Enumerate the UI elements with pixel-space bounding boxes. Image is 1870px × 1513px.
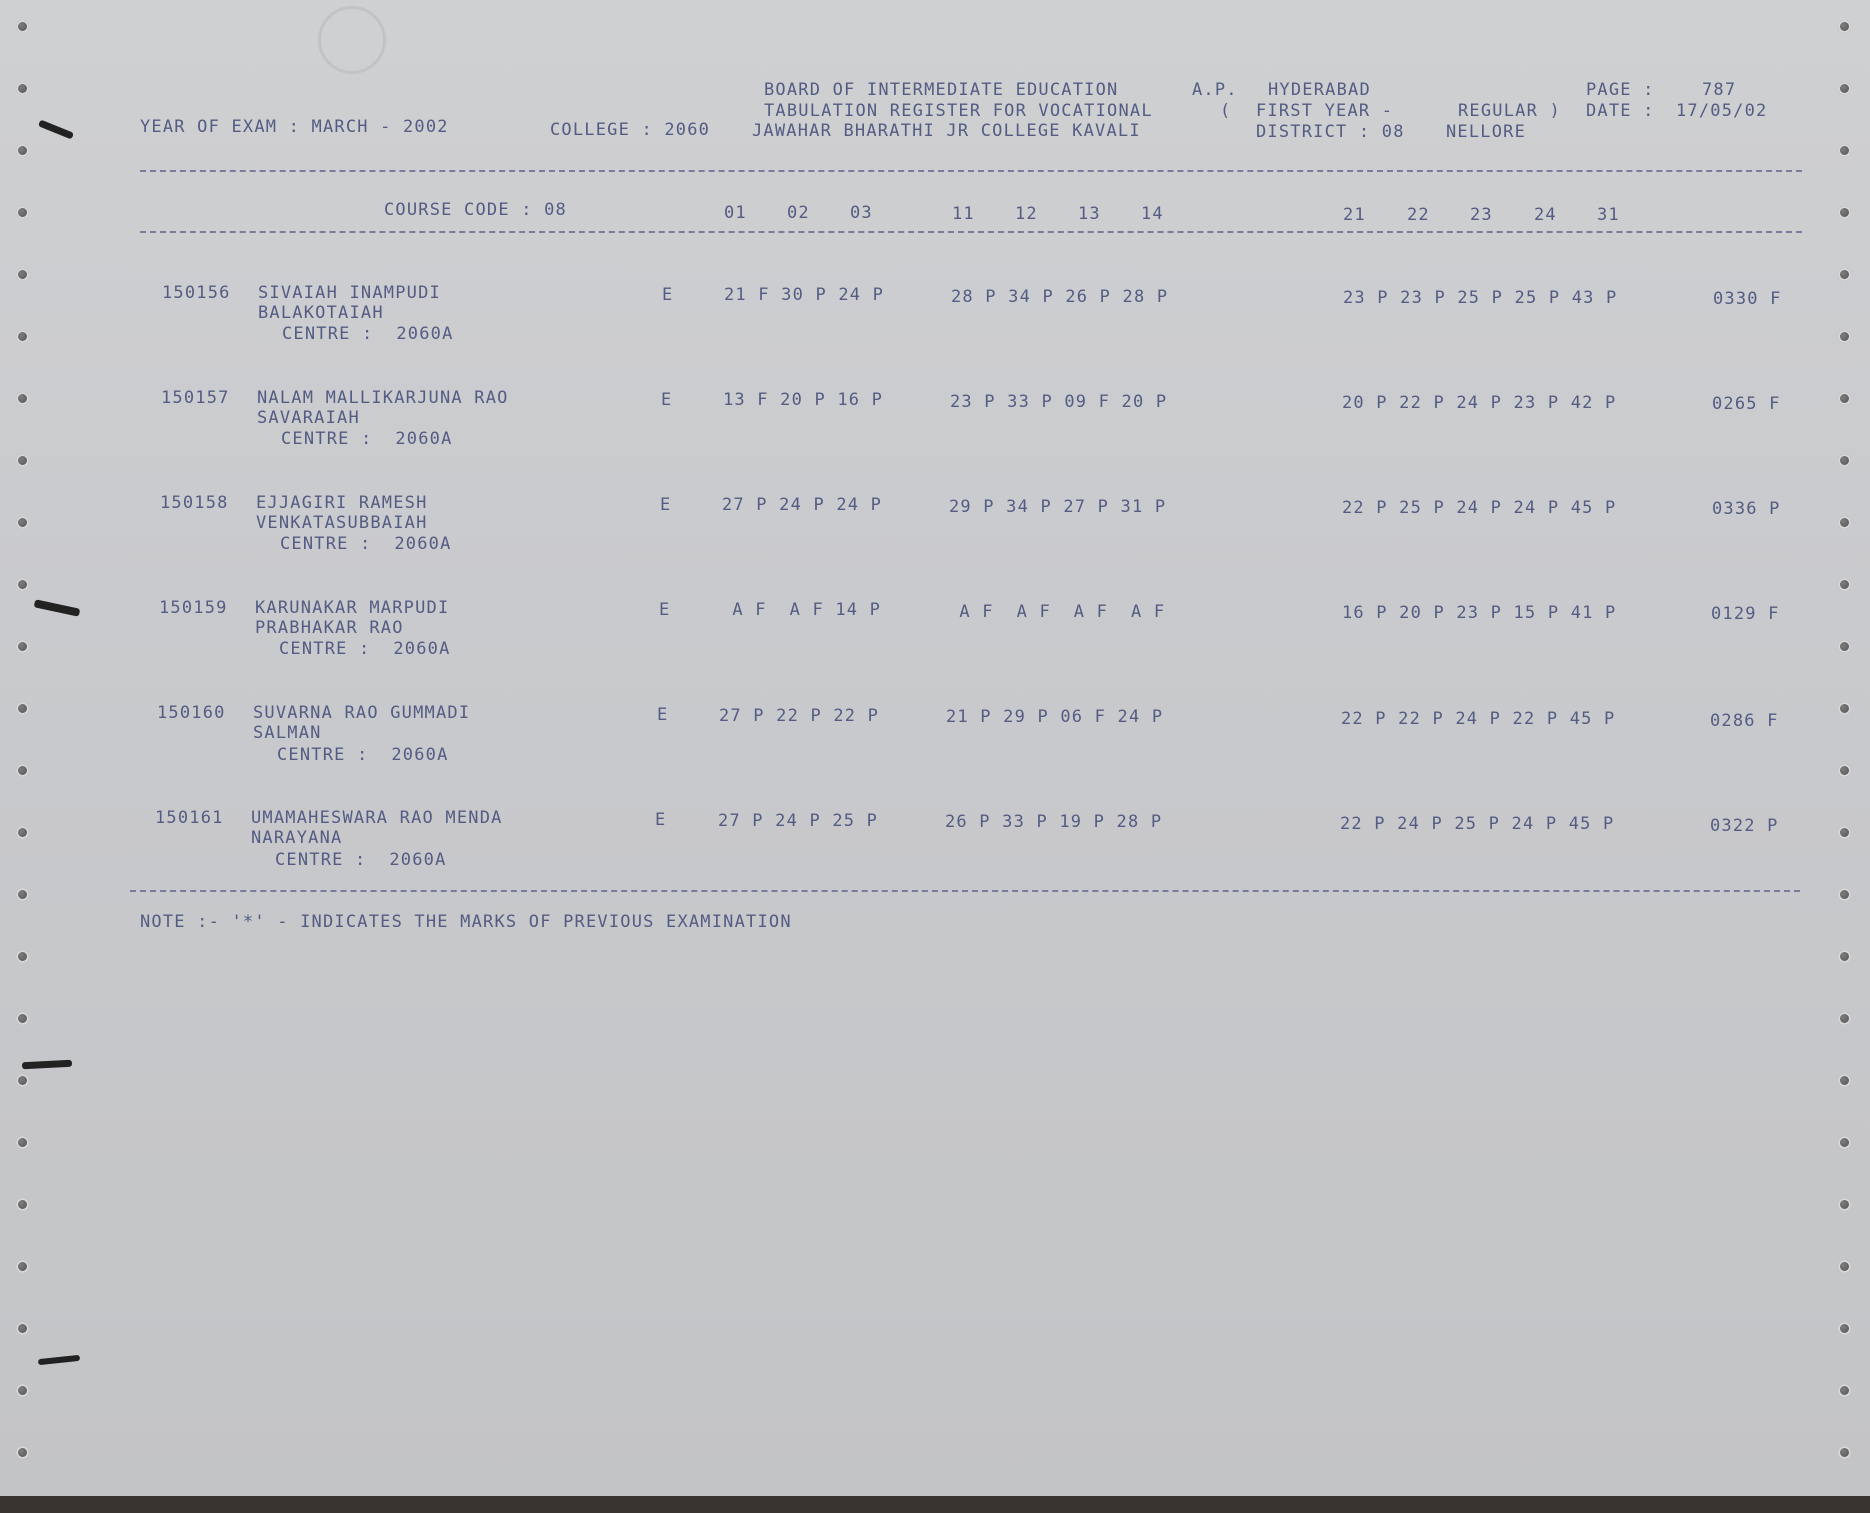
centre-code: CENTRE : 2060A [275, 850, 447, 870]
student-name: SIVAIAH INAMPUDI [258, 283, 441, 303]
paren-open: ( [1220, 101, 1232, 121]
year-of-exam: YEAR OF EXAM : MARCH - 2002 [140, 117, 449, 137]
total-result: 0330 F [1713, 289, 1782, 309]
tractor-hole [16, 268, 29, 281]
tractor-hole [16, 1384, 29, 1397]
hall-ticket-number: 150160 [157, 703, 226, 723]
col-14: 14 [1141, 204, 1164, 224]
col-01: 01 [724, 203, 747, 223]
col-21: 21 [1343, 205, 1366, 225]
col-31: 31 [1597, 205, 1620, 225]
total-result: 0336 P [1712, 499, 1781, 519]
marks-group-b: A F A F A F A F [948, 602, 1166, 622]
father-name: NARAYANA [251, 828, 343, 848]
student-name: NALAM MALLIKARJUNA RAO [257, 388, 509, 408]
tractor-hole [1838, 950, 1851, 963]
student-name: KARUNAKAR MARPUDI [255, 598, 450, 618]
marks-group-b: 26 P 33 P 19 P 28 P [945, 812, 1163, 832]
board-name: BOARD OF INTERMEDIATE EDUCATION [764, 80, 1119, 100]
city-name: HYDERABAD [1268, 80, 1371, 100]
student-name: UMAMAHESWARA RAO MENDA [251, 808, 503, 828]
tractor-hole [1838, 1384, 1851, 1397]
table-row [0, 703, 1870, 813]
hall-ticket-number: 150156 [162, 283, 231, 303]
marks-group-b: 23 P 33 P 09 F 20 P [950, 392, 1168, 412]
centre-code: CENTRE : 2060A [280, 534, 452, 554]
table-row [0, 283, 1870, 393]
centre-code: CENTRE : 2060A [277, 745, 449, 765]
marks-group-a: 27 P 22 P 22 P [719, 706, 880, 726]
marks-group-a: 21 F 30 P 24 P [724, 285, 885, 305]
col-11: 11 [952, 204, 975, 224]
footer-note: NOTE :- '*' - INDICATES THE MARKS OF PREVIOUS EXAMINATION [140, 912, 792, 932]
total-result: 0265 F [1712, 394, 1781, 414]
tractor-hole [1838, 1012, 1851, 1025]
col-13: 13 [1078, 204, 1101, 224]
header-divider [140, 170, 1802, 172]
marks-group-b: 21 P 29 P 06 F 24 P [946, 707, 1164, 727]
hall-ticket-number: 150159 [159, 598, 228, 618]
tractor-hole [1838, 1322, 1851, 1335]
bleed-through-seal [318, 6, 386, 74]
tractor-hole [1838, 20, 1851, 33]
binder-mark [38, 1355, 80, 1365]
tractor-hole [16, 1260, 29, 1273]
tractor-hole [1838, 1260, 1851, 1273]
total-result: 0129 F [1711, 604, 1780, 624]
marks-group-c: 20 P 22 P 24 P 23 P 42 P [1342, 393, 1617, 413]
tractor-hole [1838, 1446, 1851, 1459]
tractor-hole [16, 1322, 29, 1335]
marks-group-c: 16 P 20 P 23 P 15 P 41 P [1342, 603, 1617, 623]
tractor-hole [1838, 206, 1851, 219]
father-name: PRABHAKAR RAO [255, 618, 404, 638]
print-date: 17/05/02 [1676, 101, 1768, 121]
marks-group-a: A F A F 14 P [721, 600, 882, 620]
hall-ticket-number: 150161 [155, 808, 224, 828]
centre-code: CENTRE : 2060A [281, 429, 453, 449]
page-number: 787 [1702, 80, 1737, 100]
centre-code: CENTRE : 2060A [282, 324, 454, 344]
table-row [0, 388, 1870, 498]
centre-code: CENTRE : 2060A [279, 639, 451, 659]
district-code: DISTRICT : 08 [1256, 122, 1405, 142]
medium-code: E [657, 705, 669, 725]
marks-group-a: 13 F 20 P 16 P [723, 390, 884, 410]
course-code: COURSE CODE : 08 [384, 200, 567, 220]
table-row [0, 493, 1870, 603]
medium-code: E [660, 495, 672, 515]
tractor-hole [16, 82, 29, 95]
tractor-hole [1838, 1136, 1851, 1149]
binder-mark [22, 1060, 72, 1070]
marks-group-b: 29 P 34 P 27 P 31 P [949, 497, 1167, 517]
state-code: A.P. [1192, 80, 1238, 100]
col-24: 24 [1534, 205, 1557, 225]
father-name: SALMAN [253, 723, 322, 743]
medium-code: E [655, 810, 667, 830]
tractor-hole [16, 1012, 29, 1025]
tractor-hole [1838, 268, 1851, 281]
father-name: BALAKOTAIAH [258, 303, 384, 323]
marks-group-c: 22 P 24 P 25 P 24 P 45 P [1340, 814, 1615, 834]
col-22: 22 [1407, 205, 1430, 225]
marks-group-a: 27 P 24 P 25 P [718, 811, 879, 831]
tractor-hole [1838, 1198, 1851, 1211]
tractor-hole [16, 950, 29, 963]
col-02: 02 [787, 203, 810, 223]
college-code: COLLEGE : 2060 [550, 120, 711, 140]
col-03: 03 [850, 203, 873, 223]
column-header-divider [140, 231, 1802, 233]
medium-code: E [659, 600, 671, 620]
tractor-hole [16, 1136, 29, 1149]
col-23: 23 [1470, 205, 1493, 225]
tractor-hole [16, 1198, 29, 1211]
total-result: 0322 P [1710, 816, 1779, 836]
marks-group-c: 23 P 23 P 25 P 25 P 43 P [1343, 288, 1618, 308]
page-label: PAGE : [1586, 80, 1655, 100]
hall-ticket-number: 150157 [161, 388, 230, 408]
tractor-hole [1838, 144, 1851, 157]
marks-group-c: 22 P 25 P 24 P 24 P 45 P [1342, 498, 1617, 518]
binder-mark [38, 120, 74, 140]
tractor-hole [1838, 82, 1851, 95]
date-label: DATE : [1586, 101, 1655, 121]
college-name: JAWAHAR BHARATHI JR COLLEGE KAVALI [752, 121, 1141, 141]
father-name: SAVARAIAH [257, 408, 360, 428]
hall-ticket-number: 150158 [160, 493, 229, 513]
total-result: 0286 F [1710, 711, 1779, 731]
tractor-hole [16, 1074, 29, 1087]
tractor-hole [16, 206, 29, 219]
medium-code: E [661, 390, 673, 410]
table-bottom-divider [130, 890, 1800, 892]
marks-group-c: 22 P 22 P 24 P 22 P 45 P [1341, 709, 1616, 729]
table-row [0, 808, 1870, 918]
register-title: TABULATION REGISTER FOR VOCATIONAL [764, 101, 1153, 121]
regular-label: REGULAR ) [1458, 101, 1561, 121]
marks-group-a: 27 P 24 P 24 P [722, 495, 883, 515]
year-level: FIRST YEAR - [1256, 101, 1394, 121]
district-name: NELLORE [1446, 122, 1527, 142]
tractor-hole [1838, 1074, 1851, 1087]
table-edge [0, 1496, 1870, 1513]
father-name: VENKATASUBBAIAH [256, 513, 428, 533]
col-12: 12 [1015, 204, 1038, 224]
medium-code: E [662, 285, 674, 305]
marks-group-b: 28 P 34 P 26 P 28 P [951, 287, 1169, 307]
tractor-hole [16, 20, 29, 33]
table-row [0, 598, 1870, 708]
student-name: EJJAGIRI RAMESH [256, 493, 428, 513]
tractor-hole [16, 144, 29, 157]
student-name: SUVARNA RAO GUMMADI [253, 703, 471, 723]
tractor-hole [16, 1446, 29, 1459]
